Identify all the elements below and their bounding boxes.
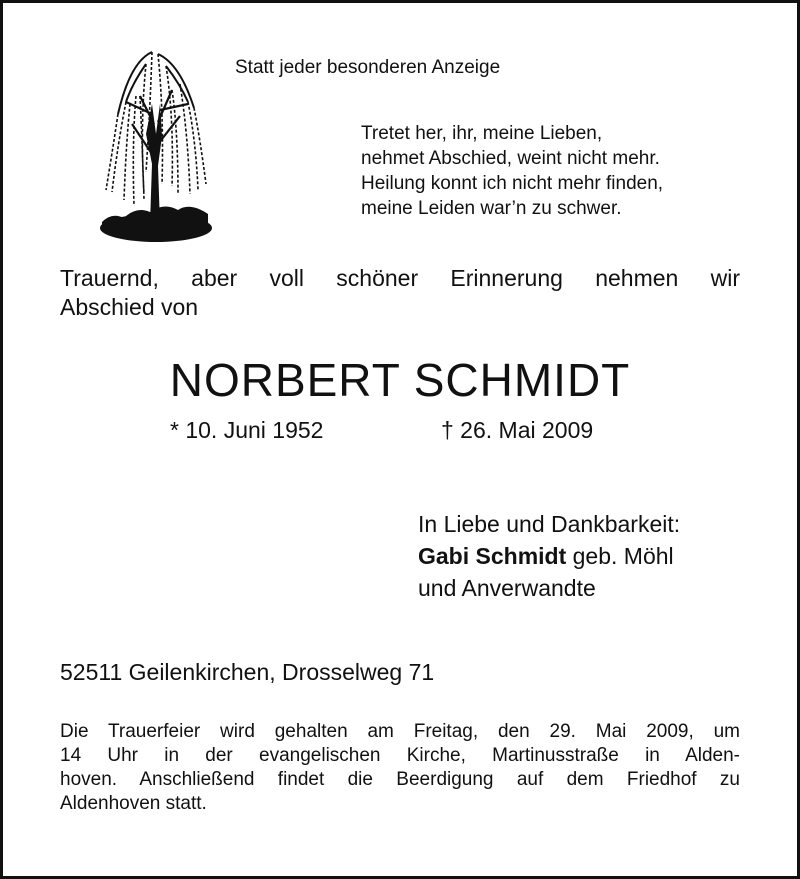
signature-line: In Liebe und Dankbarkeit: — [418, 511, 681, 537]
funeral-line: Die Trauerfeier wird gehalten am Freitag, den 29. Mai 2009, um — [60, 721, 740, 742]
signature-bold-name: Gabi Schmidt — [418, 543, 567, 569]
funeral-line: Aldenhoven statt. — [60, 793, 207, 814]
poem-line: Tretet her, ihr, meine Lieben, — [361, 123, 603, 144]
signature-name-suffix: geb. Möhl — [566, 543, 674, 569]
poem-line: meine Leiden war’n zu schwer. — [361, 198, 622, 219]
weeping-willow-icon — [96, 44, 214, 248]
birth-date: * 10. Juni 1952 — [170, 417, 324, 443]
poem — [361, 121, 663, 221]
signature-block — [418, 508, 680, 604]
death-date: † 26. Mai 2009 — [441, 417, 594, 443]
deceased-name: NORBERT SCHMIDT — [169, 354, 631, 406]
signature-line: und Anverwandte — [418, 575, 596, 601]
poem-line: nehmet Abschied, weint nicht mehr. — [361, 148, 660, 169]
funeral-line: 14 Uhr in der evangelischen Kirche, Martinusstraße in Alden- — [60, 745, 740, 766]
address: 52511 Geilenkirchen, Drosselweg 71 — [60, 659, 435, 685]
lead-text — [60, 264, 740, 322]
funeral-line: hoven. Anschließend findet die Beerdigung auf dem Friedhof zu — [60, 769, 740, 790]
poem-line: Heilung konnt ich nicht mehr finden, — [361, 173, 664, 194]
lead-line: Abschied von — [60, 294, 199, 320]
signature-name-line — [418, 540, 680, 572]
lead-line: Trauernd, aber voll schöner Erinnerung nehmen wir — [60, 265, 740, 291]
intro-line: Statt jeder besonderen Anzeige — [235, 57, 501, 78]
funeral-info — [60, 720, 740, 816]
